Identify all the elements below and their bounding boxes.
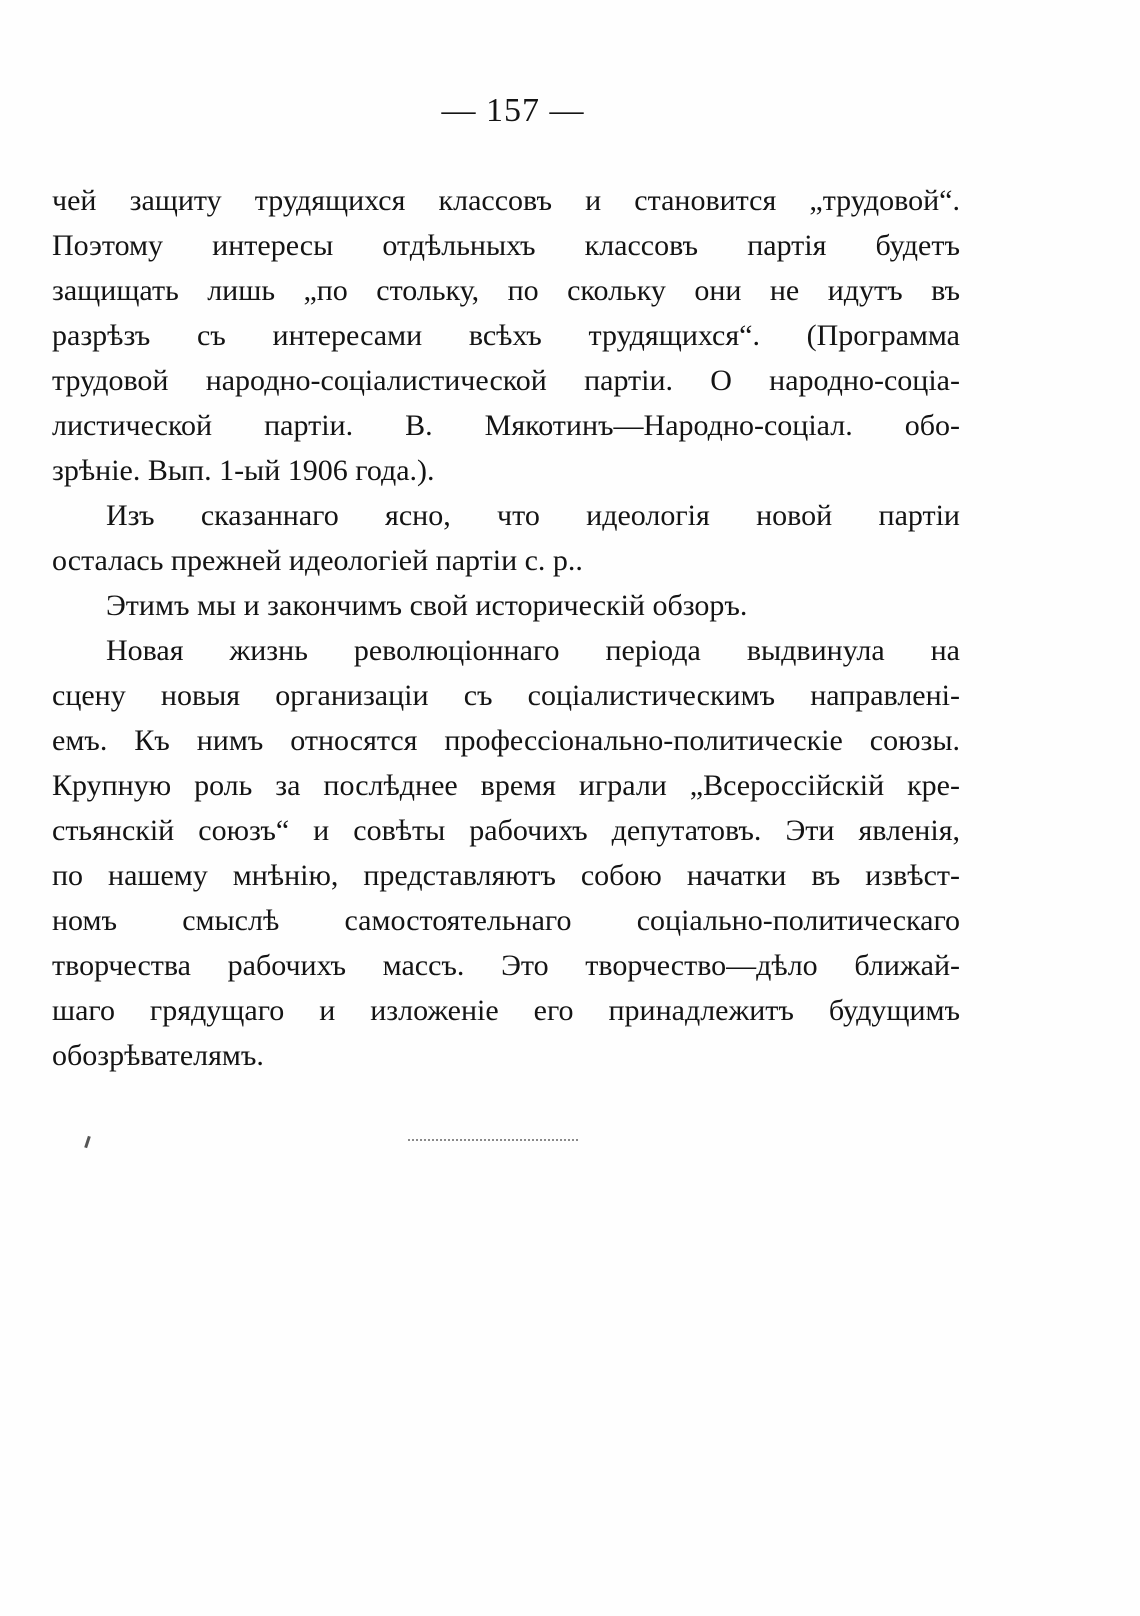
text-line: разрѣзъ съ интересами всѣхъ трудящихся“. (Программа: [52, 319, 960, 352]
text-line: стьянскій союзъ“ и совѣты рабочихъ депутатовъ. Эти явленія,: [52, 814, 960, 847]
text-line: емъ. Къ нимъ относятся профессіонально-политическіе союзы.: [52, 724, 960, 757]
text-line: шаго грядущаго и изложеніе его принадлежитъ будущимъ: [52, 994, 960, 1027]
text-line: листической партіи. В. Мякотинъ—Народно-соціал. обо-: [52, 409, 960, 442]
text-line: Крупную роль за послѣднее время играли „Всероссійскій кре-: [52, 769, 960, 802]
text-line: защищать лишь „по стольку, по скольку они не идутъ въ: [52, 274, 960, 307]
ink-mark: [84, 1136, 91, 1148]
text-line: зрѣніе. Вып. 1-ый 1906 года.).: [52, 454, 435, 487]
text-line: сцену новыя организаціи съ соціалистическимъ направлені-: [52, 679, 960, 712]
text-line: Изъ сказаннаго ясно, что идеологія новой партіи: [106, 499, 960, 532]
text-line: Новая жизнь революціоннаго періода выдвинула на: [106, 634, 960, 667]
text-line: трудовой народно-соціалистической партіи. О народно-соціа-: [52, 364, 960, 397]
text-line: номъ смыслѣ самостоятельнаго соціально-политическаго: [52, 904, 960, 937]
page-number: — 157 —: [441, 92, 585, 129]
text-line: творчества рабочихъ массъ. Это творчество—дѣло ближай-: [52, 949, 960, 982]
text-line: Этимъ мы и закончимъ свой историческій обзоръ.: [106, 589, 748, 622]
text-line: обозрѣвателямъ.: [52, 1039, 264, 1072]
text-line: осталась прежней идеологіей партіи с. р..: [52, 544, 583, 577]
text-line: чей защиту трудящихся классовъ и становится „трудовой“.: [52, 184, 960, 217]
text-line: по нашему мнѣнію, представляютъ собою начатки въ извѣст-: [52, 859, 960, 892]
body-text: [52, 178, 960, 1078]
text-line: Поэтому интересы отдѣльныхъ классовъ партія будетъ: [52, 229, 960, 262]
section-end-rule: [408, 1139, 578, 1141]
